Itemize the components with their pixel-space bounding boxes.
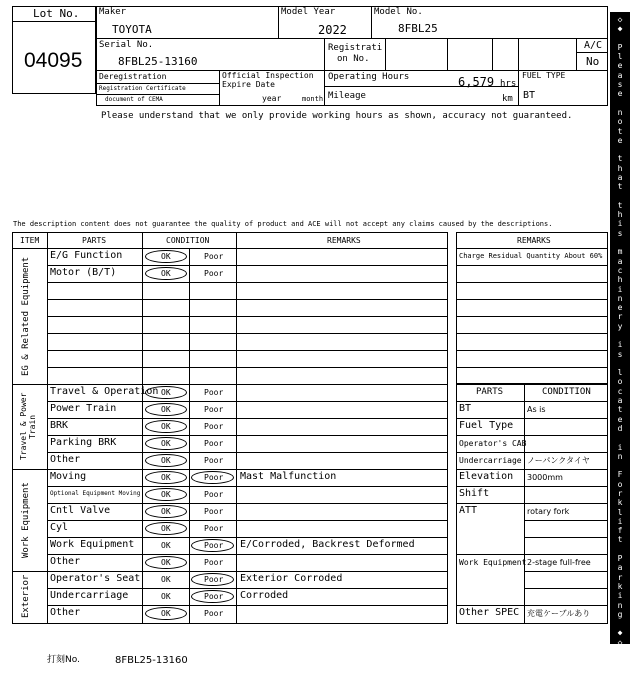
- mileage-label: Mileage: [328, 91, 366, 101]
- ok-option: OK: [161, 439, 171, 448]
- ok-option: OK: [161, 575, 171, 584]
- ok-option: OK: [161, 524, 171, 533]
- model-year-label: Model Year: [281, 7, 336, 17]
- right-condition-value: ノーパンクタイヤ: [527, 456, 590, 465]
- sidebar-char: t: [617, 154, 623, 164]
- footer-value: 8FBL25-13160: [115, 655, 188, 666]
- poor-option: Poor: [204, 490, 224, 499]
- col-item-header: ITEM: [20, 236, 40, 245]
- right-condition-value: As is: [527, 405, 546, 414]
- poor-option: Poor: [204, 388, 224, 397]
- model-no-label: Model No.: [374, 7, 423, 17]
- right-condition-value: 3000mm: [527, 473, 563, 482]
- sidebar-char: r: [617, 312, 623, 322]
- ok-circle-mark: [145, 403, 187, 416]
- sidebar-char: c: [617, 265, 623, 275]
- ok-circle-mark: [145, 488, 187, 501]
- poor-option: Poor: [204, 592, 224, 601]
- fuel-type-value: BT: [523, 90, 536, 101]
- sidebar-char: r: [617, 572, 623, 582]
- km-unit: km: [502, 94, 513, 104]
- remark-text: Exterior Corroded: [240, 573, 343, 584]
- sidebar-char: e: [617, 135, 623, 145]
- registration-label-2: on No.: [337, 54, 370, 64]
- right-part-label: Operator's CAB: [459, 439, 527, 448]
- poor-option: Poor: [204, 524, 224, 533]
- sidebar-char: a: [617, 173, 623, 182]
- sidebar-char: i: [617, 340, 623, 350]
- ac-value: No: [586, 55, 600, 68]
- part-label: Optional Equipment Moving: [50, 490, 141, 497]
- sidebar-char: l: [617, 368, 623, 378]
- ok-circle-mark: [145, 267, 187, 280]
- part-label: E/G Function: [50, 250, 123, 261]
- sidebar-char: i: [617, 219, 623, 229]
- part-label: Parking BRK: [50, 437, 117, 448]
- sidebar-char: P: [617, 554, 623, 564]
- poor-option: Poor: [204, 558, 224, 567]
- right-condition-value: rotary fork: [527, 507, 570, 516]
- sidebar-char: h: [617, 275, 623, 285]
- part-label: BRK: [50, 420, 69, 431]
- sidebar-char: t: [617, 126, 623, 136]
- sidebar-char: ◇: [617, 15, 623, 24]
- sidebar-char: l: [617, 52, 623, 62]
- hrs-unit: hrs: [500, 79, 517, 89]
- part-label: Other: [50, 556, 81, 567]
- sidebar-char: c: [617, 386, 623, 396]
- right-remarks-title: REMARKS: [517, 236, 551, 245]
- poor-circle-mark: [191, 573, 234, 586]
- poor-option: Poor: [204, 609, 224, 618]
- remark-text: E/Corroded, Backrest Deformed: [240, 539, 415, 550]
- lot-number: 04095: [24, 49, 83, 72]
- deregistration-label: Deregistration: [99, 72, 167, 81]
- ok-option: OK: [161, 252, 171, 261]
- sidebar-char: ◇: [617, 637, 623, 647]
- right-condition-header: CONDITION: [542, 387, 591, 397]
- poor-option: Poor: [204, 405, 224, 414]
- sidebar-char: o: [617, 117, 623, 127]
- right-condition-value: 2-stage full-free: [527, 558, 591, 567]
- ok-option: OK: [161, 609, 171, 618]
- sidebar-char: a: [617, 256, 623, 266]
- part-label: Cntl Valve: [50, 505, 111, 516]
- part-label: Work Equipment: [50, 539, 135, 550]
- right-part-label: Other SPEC: [459, 607, 520, 618]
- poor-option: Poor: [204, 541, 224, 550]
- ok-circle-mark: [145, 556, 187, 569]
- maker-value: TOYOTA: [112, 23, 152, 36]
- ok-circle-mark: [145, 505, 187, 518]
- model-year-value: 2022: [318, 23, 347, 37]
- ok-circle-mark: [145, 522, 187, 535]
- right-remarks-line1: Charge Residual Quantity About 60%: [459, 252, 603, 260]
- serial-label: Serial No.: [99, 40, 154, 50]
- sidebar-char: i: [617, 591, 623, 601]
- ok-option: OK: [161, 490, 171, 499]
- right-part-label: ATT: [459, 505, 478, 516]
- footer-label: 打刻No.: [47, 655, 80, 665]
- poor-circle-mark: [191, 471, 234, 484]
- cema-label: document of CEMA: [105, 96, 163, 103]
- sidebar-char: i: [617, 516, 623, 526]
- model-no-value: 8FBL25: [398, 22, 438, 35]
- sidebar-char: m: [617, 247, 623, 257]
- sidebar-char: n: [617, 451, 623, 461]
- sidebar-char: e: [617, 303, 623, 313]
- ok-option: OK: [161, 592, 171, 601]
- ok-circle-mark: [145, 420, 187, 433]
- sidebar-char: h: [617, 210, 623, 220]
- sidebar-char: s: [617, 349, 623, 359]
- sidebar-char: e: [617, 61, 623, 71]
- maker-label: Maker: [99, 7, 127, 17]
- group-label: Work Equipment: [21, 482, 31, 558]
- sidebar-char: F: [617, 470, 623, 480]
- part-label: Cyl: [50, 522, 69, 533]
- sidebar-char: i: [617, 442, 623, 452]
- sidebar-char: a: [617, 563, 623, 573]
- sidebar-char: ◆: [617, 628, 623, 638]
- ok-option: OK: [161, 558, 171, 567]
- sidebar-char: h: [617, 163, 623, 173]
- part-label: Undercarriage: [50, 590, 129, 601]
- ok-circle-mark: [145, 607, 187, 620]
- sidebar-char: e: [617, 89, 623, 99]
- group-label: Travel & Power Train: [19, 392, 37, 461]
- ok-option: OK: [161, 507, 171, 516]
- poor-option: Poor: [204, 439, 224, 448]
- sidebar-char: ◆: [617, 24, 623, 34]
- col-condition-header: CONDITION: [166, 236, 210, 245]
- sidebar-char: l: [617, 507, 623, 517]
- sidebar-char: P: [617, 42, 623, 52]
- sidebar-char: k: [617, 498, 623, 508]
- part-label: Operator's Seat: [50, 573, 141, 584]
- ok-option: OK: [161, 473, 171, 482]
- description-notice: The description content does not guarantee the quality of product and ACE will not accept any claims caused by the descriptions.: [13, 220, 553, 228]
- location-sidebar: [610, 12, 630, 647]
- ok-option: OK: [161, 388, 171, 397]
- right-part-label: Elevation: [459, 471, 514, 482]
- sidebar-char: n: [617, 107, 623, 117]
- hours-notice: Please understand that we only provide working hours as shown, accuracy not guaranteed.: [101, 111, 573, 121]
- part-label: Motor (B/T): [50, 267, 117, 278]
- part-label: Travel & Operation: [50, 386, 159, 397]
- ok-circle-mark: [145, 454, 187, 467]
- remark-text: Mast Malfunction: [240, 471, 337, 482]
- poor-option: Poor: [204, 456, 224, 465]
- sidebar-char: k: [617, 581, 623, 591]
- sidebar-char: i: [617, 284, 623, 294]
- sidebar-char: a: [617, 396, 623, 406]
- ok-option: OK: [161, 456, 171, 465]
- sidebar-char: r: [617, 489, 623, 498]
- sidebar-char: t: [617, 405, 623, 415]
- group-label: Exterior: [21, 574, 31, 619]
- poor-circle-mark: [191, 590, 234, 603]
- poor-option: Poor: [204, 507, 224, 516]
- ok-circle-mark: [145, 250, 187, 263]
- right-part-label: Undercarriage: [459, 456, 522, 465]
- ac-label: A/C: [584, 40, 603, 51]
- right-parts-header: PARTS: [476, 387, 504, 397]
- sidebar-char: g: [617, 609, 623, 619]
- operating-hours-value: 6,579: [458, 75, 495, 89]
- serial-value: 8FBL25-13160: [118, 55, 198, 68]
- remark-text: Corroded: [240, 590, 289, 601]
- right-part-label: BT: [459, 403, 472, 414]
- lot-label: Lot No.: [33, 7, 80, 20]
- sidebar-char: t: [617, 535, 623, 545]
- poor-option: Poor: [204, 422, 224, 431]
- fuel-type-label: FUEL TYPE: [522, 71, 566, 80]
- month-label: month: [302, 95, 324, 103]
- ok-circle-mark: [145, 471, 187, 484]
- right-part-label: Shift: [459, 488, 490, 499]
- sidebar-char: e: [617, 414, 623, 424]
- part-label: Moving: [50, 471, 87, 482]
- ok-option: OK: [161, 422, 171, 431]
- reg-certificate-label: Registration Certificate: [99, 85, 186, 92]
- operating-hours-label: Operating Hours: [328, 72, 410, 82]
- part-label: Other: [50, 454, 81, 465]
- poor-circle-mark: [191, 539, 234, 552]
- sidebar-char: o: [617, 377, 623, 387]
- poor-option: Poor: [204, 252, 224, 261]
- ok-option: OK: [161, 541, 171, 550]
- right-part-label: Fuel Type: [459, 420, 514, 431]
- ok-circle-mark: [145, 386, 187, 399]
- group-label: EG & Related Equipment: [21, 256, 31, 376]
- poor-option: Poor: [204, 269, 224, 278]
- part-label: Power Train: [50, 403, 117, 414]
- ok-circle-mark: [145, 437, 187, 450]
- inspection-label-2: Expire Date: [222, 80, 275, 89]
- sidebar-char: d: [617, 423, 623, 433]
- sidebar-char: t: [617, 182, 623, 192]
- ok-option: OK: [161, 269, 171, 278]
- poor-option: Poor: [204, 575, 224, 584]
- col-remarks-header: REMARKS: [327, 236, 361, 245]
- poor-option: Poor: [204, 473, 224, 482]
- sidebar-char: n: [617, 293, 623, 303]
- right-condition-value: 充電ケーブルあり: [527, 609, 591, 618]
- right-part-label: Work Equipment: [459, 558, 527, 567]
- sidebar-char: s: [617, 80, 623, 90]
- col-parts-header: PARTS: [82, 236, 107, 245]
- part-label: Other: [50, 607, 81, 618]
- sidebar-char: a: [617, 70, 623, 80]
- sidebar-char: f: [617, 526, 623, 536]
- ok-option: OK: [161, 405, 171, 414]
- sidebar-char: o: [617, 479, 623, 489]
- year-label: year: [262, 94, 282, 103]
- sidebar-char: s: [617, 228, 623, 238]
- sidebar-char: y: [617, 321, 623, 331]
- registration-label-1: Registrati: [328, 43, 383, 53]
- sidebar-char: t: [617, 200, 623, 210]
- inspection-label-1: Official Inspection: [222, 71, 314, 80]
- sidebar-char: n: [617, 600, 623, 610]
